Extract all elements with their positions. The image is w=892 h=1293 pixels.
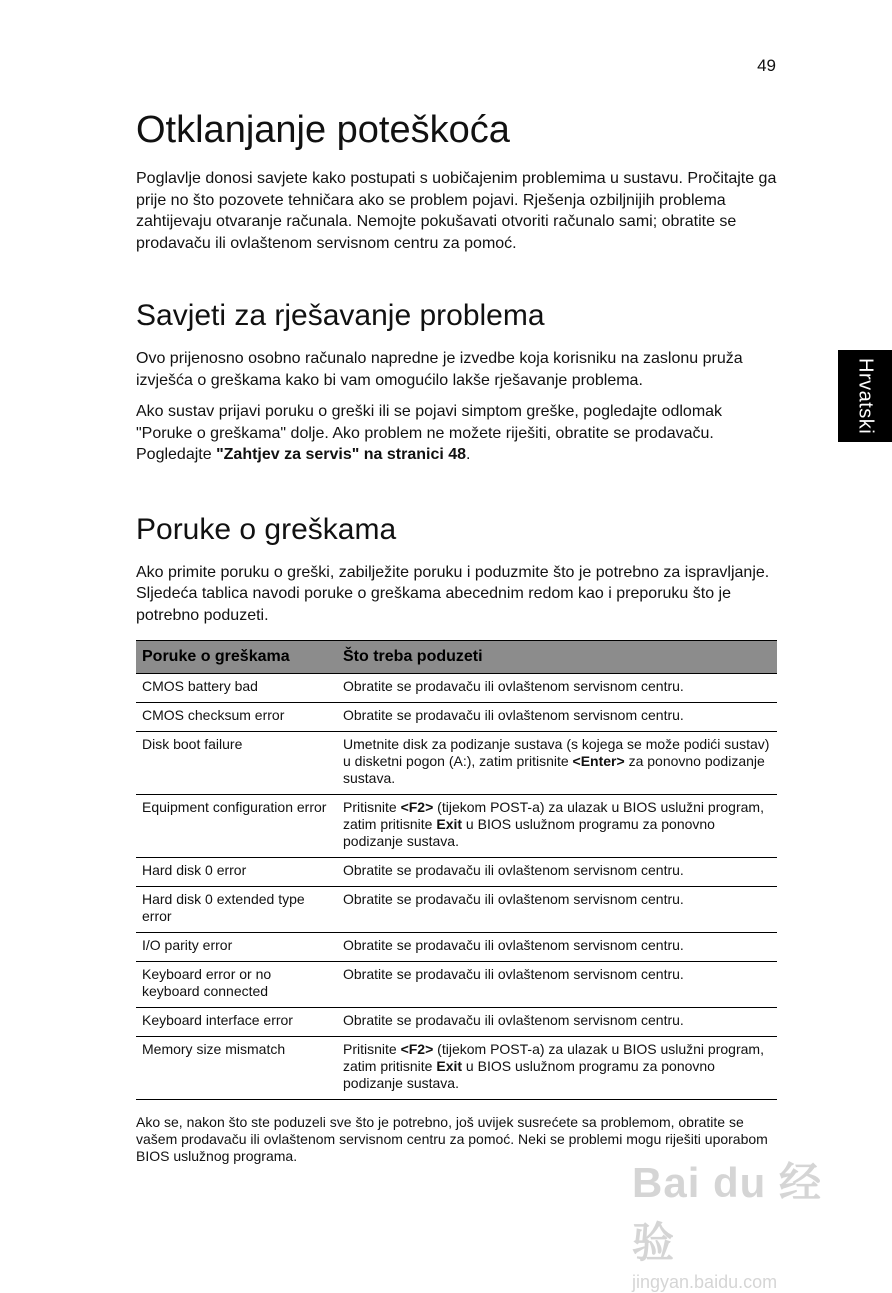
tips-paragraph-2: [136, 401, 777, 466]
page-title: Otklanjanje poteškoća: [136, 109, 510, 151]
table-row: [136, 674, 777, 703]
watermark: [632, 1150, 842, 1292]
error-action: Obratite se prodavaču ili ovlaštenom servisnom centru.: [337, 933, 777, 962]
action-text: u BIOS uslužnom programu za ponovno podizanje sustava.: [343, 816, 715, 849]
error-action: Obratite se prodavaču ili ovlaštenom servisnom centru.: [337, 962, 777, 1008]
key-name: <F2>: [400, 799, 434, 815]
column-header: Poruke o greškama: [136, 641, 337, 674]
error-action: [337, 732, 777, 795]
error-table: [136, 640, 777, 1100]
language-tab: [838, 350, 892, 442]
column-header: Što treba poduzeti: [337, 641, 777, 674]
action-text: (tijekom POST-a) za ulazak u BIOS uslužni program, zatim pritisnite: [343, 1041, 764, 1074]
table-row: [136, 962, 777, 1008]
action-text: Pritisnite: [343, 1041, 401, 1057]
error-message: Keyboard interface error: [136, 1008, 337, 1037]
action-text: u BIOS uslužnom programu za ponovno podizanje sustava.: [343, 1058, 715, 1091]
table-row: [136, 887, 777, 933]
error-message: Disk boot failure: [136, 732, 337, 795]
action-text: Umetnite disk za podizanje sustava (s kojega se može podići sustav) u disketni pogon (A:), zatim pritisnite: [343, 736, 770, 769]
tips-text: Ako sustav prijavi poruku o greški ili se pojavi simptom greške, pogledajte odlomak "Poruke o greškama" dolje. Ako problem ne možete riješiti, obratite se prodavaču. Pogledajte: [136, 403, 723, 463]
error-message: Memory size mismatch: [136, 1037, 337, 1100]
menu-option-name: Exit: [436, 816, 463, 832]
errors-heading: Poruke o greškama: [136, 512, 397, 546]
action-text: (tijekom POST-a) za ulazak u BIOS uslužni program, zatim pritisnite: [343, 799, 764, 832]
error-action: Obratite se prodavaču ili ovlaštenom servisnom centru.: [337, 887, 777, 933]
action-text: Pritisnite: [343, 799, 401, 815]
error-action: Obratite se prodavaču ili ovlaštenom servisnom centru.: [337, 1008, 777, 1037]
table-row: [136, 732, 777, 795]
error-message: Keyboard error or no keyboard connected: [136, 962, 337, 1008]
error-message: I/O parity error: [136, 933, 337, 962]
page-number: 49: [757, 56, 776, 75]
error-action: Obratite se prodavaču ili ovlaštenom servisnom centru.: [337, 858, 777, 887]
page-content: [136, 108, 777, 1179]
service-request-link[interactable]: "Zahtjev za servis" na stranici 48: [216, 446, 467, 463]
error-action: [337, 1037, 777, 1100]
intro-paragraph: Poglavlje donosi savjete kako postupati s uobičajenim problemima u sustavu. Pročitajte ga prije no što pozovete tehničara ako se problem pojavi. Rješenja ozbiljnijih problema zahtijevaju otvaranje računala. Nemojte pokušavati otvoriti računalo sami; obratite se prodavaču ili ovlaštenom servisnom centru za pomoć.: [136, 170, 777, 252]
table-row: [136, 703, 777, 732]
error-action: Obratite se prodavaču ili ovlaštenom servisnom centru.: [337, 703, 777, 732]
action-text: za ponovno podizanje sustava.: [343, 753, 765, 786]
errors-intro: Ako primite poruku o greški, zabilježite poruku i poduzmite što je potrebno za ispravljanje. Sljedeća tablica navodi poruke o greškama abecednim redom kao i preporuku što je potrebno poduzeti.: [136, 563, 770, 624]
watermark-url: jingyan.baidu.com: [632, 1272, 778, 1292]
footer-note: Ako se, nakon što ste poduzeli sve što je potrebno, još uvijek susrećete sa problemom, obratite se vašem prodavaču ili ovlaštenom servisnom centru za pomoć. Neki se problemi mogu riješiti uporabom BIOS uslužnog programa.: [136, 1114, 768, 1164]
watermark-logo: Bai du 经验: [632, 1159, 823, 1266]
error-message: CMOS battery bad: [136, 674, 337, 703]
table-row: [136, 858, 777, 887]
error-message: Hard disk 0 extended type error: [136, 887, 337, 933]
error-action: [337, 795, 777, 858]
error-message: Hard disk 0 error: [136, 858, 337, 887]
tips-paragraph-1: Ovo prijenosno osobno računalo napredne je izvedbe koja korisniku na zaslonu pruža izvješća o greškama kako bi vam omogućilo lakše rješavanje problema.: [136, 350, 743, 389]
error-message: CMOS checksum error: [136, 703, 337, 732]
table-row: [136, 933, 777, 962]
table-row: [136, 1008, 777, 1037]
tips-text-end: .: [466, 446, 471, 463]
key-name: <Enter>: [572, 753, 625, 769]
tips-heading: Savjeti za rješavanje problema: [136, 299, 545, 332]
table-row: [136, 795, 777, 858]
error-action: Obratite se prodavaču ili ovlaštenom servisnom centru.: [337, 674, 777, 703]
language-tab-label: Hrvatski: [854, 357, 877, 435]
menu-option-name: Exit: [436, 1058, 463, 1074]
table-row: [136, 1037, 777, 1100]
key-name: <F2>: [400, 1041, 434, 1057]
table-header-row: [136, 641, 777, 674]
error-message: Equipment configuration error: [136, 795, 337, 858]
